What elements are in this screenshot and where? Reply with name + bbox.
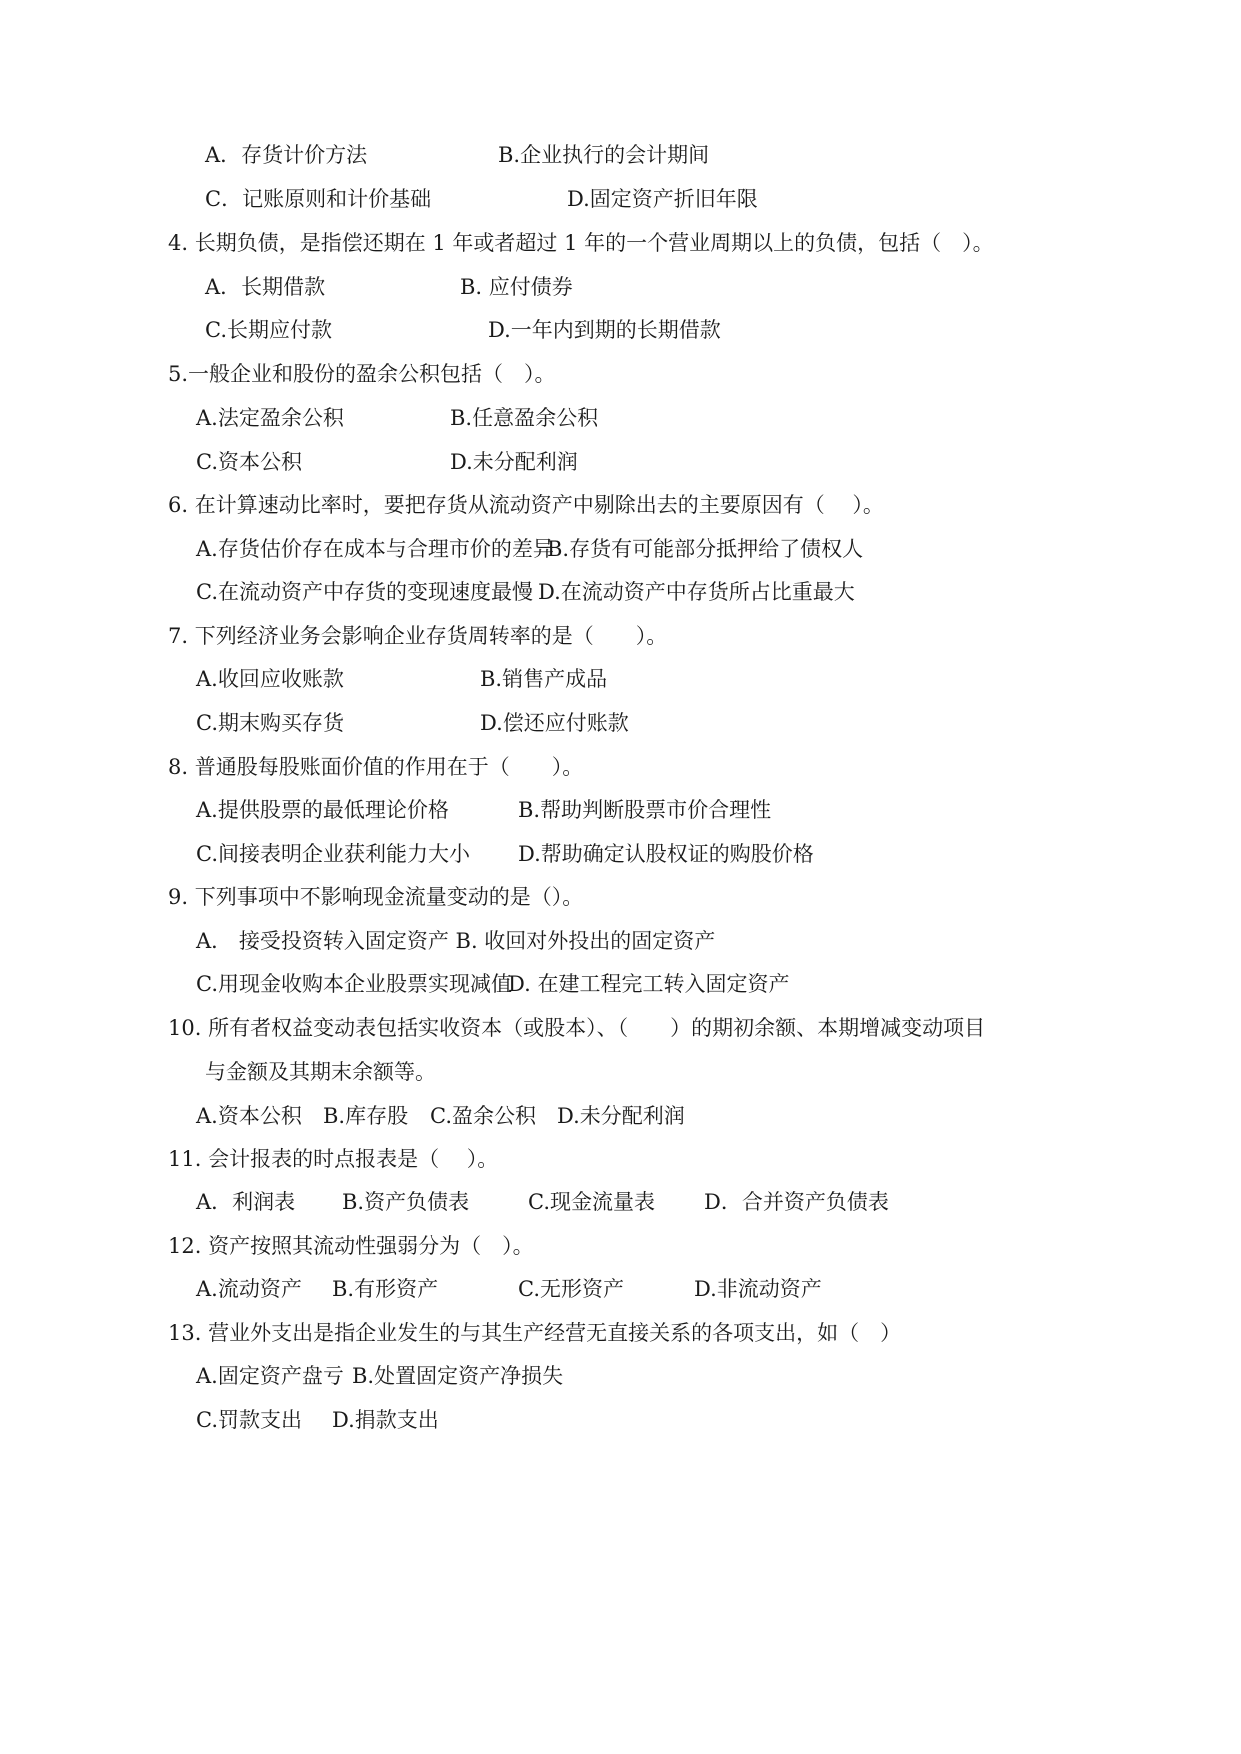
question-12	[0, 1230, 1241, 1262]
question-text: 13. 营业外支出是指企业发生的与其生产经营无直接关系的各项支出，如（ ）	[168, 1321, 902, 1345]
option-line	[0, 925, 1241, 957]
option-c: C.罚款支出	[196, 1408, 302, 1432]
option-b: B.企业执行的会计期间	[498, 143, 710, 167]
option-d: D.捐款支出	[332, 1408, 439, 1432]
question-text: 6. 在计算速动比率时，要把存货从流动资产中剔除出去的主要原因有（ ）。	[168, 493, 884, 517]
option-c: C．记账原则和计价基础	[205, 187, 432, 211]
option-line	[0, 314, 1241, 346]
option-line	[0, 1100, 1241, 1132]
option-c: C.盈余公积	[430, 1104, 536, 1128]
question-9	[0, 881, 1241, 913]
option-d: D.帮助确定认股权证的购股价格	[518, 842, 814, 866]
option-line	[0, 533, 1241, 565]
option-line	[0, 139, 1241, 171]
option-d: D.在流动资产中存货所占比重最大	[538, 580, 855, 604]
option-a: A.固定资产盘亏	[196, 1364, 344, 1388]
option-a: A.收回应收账款	[196, 667, 344, 691]
option-d: D.未分配利润	[450, 450, 578, 474]
option-line	[0, 1273, 1241, 1305]
option-b: B.处置固定资产净损失	[352, 1364, 564, 1388]
option-a: A.提供股票的最低理论价格	[196, 798, 449, 822]
option-line	[0, 271, 1241, 303]
option-d: D．合并资产负债表	[704, 1190, 889, 1214]
option-b: B.帮助判断股票市价合理性	[518, 798, 772, 822]
option-a-b: A． 接受投资转入固定资产 B. 收回对外投出的固定资产	[196, 929, 716, 953]
question-text: 5.一般企业和股份的盈余公积包括（ ）。	[168, 362, 556, 386]
option-c: C.现金流量表	[528, 1190, 655, 1214]
option-c: C.无形资产	[518, 1277, 624, 1301]
question-text: 4. 长期负债，是指偿还期在 1 年或者超过 1 年的一个营业周期以上的负债，包括（ ）。	[168, 231, 994, 255]
option-d: D.偿还应付账款	[480, 711, 629, 735]
option-d: D.一年内到期的长期借款	[488, 318, 721, 342]
option-b: B.任意盈余公积	[450, 406, 599, 430]
question-text: 与金额及其期末余额等。	[205, 1060, 436, 1084]
question-text: 7. 下列经济业务会影响企业存货周转率的是（ ）。	[168, 624, 668, 648]
option-line	[0, 1360, 1241, 1392]
question-5	[0, 358, 1241, 390]
option-a: A．长期借款	[205, 275, 326, 299]
option-d: D.未分配利润	[557, 1104, 685, 1128]
question-13	[0, 1317, 1241, 1349]
option-b: B. 应付债券	[460, 275, 573, 299]
option-b: B.资产负债表	[342, 1190, 470, 1214]
question-text: 12. 资产按照其流动性强弱分为（ ）。	[168, 1234, 534, 1258]
option-a: A.存货估价存在成本与合理市价的差异	[196, 537, 554, 561]
question-10-continuation	[0, 1056, 1241, 1088]
option-c: C.期末购买存货	[196, 711, 344, 735]
question-8	[0, 751, 1241, 783]
option-d: D.非流动资产	[694, 1277, 822, 1301]
question-10	[0, 1012, 1241, 1044]
question-text: 11. 会计报表的时点报表是（ ）。	[168, 1147, 499, 1171]
question-4	[0, 227, 1241, 259]
option-b: B.销售产成品	[480, 667, 608, 691]
option-line	[0, 446, 1241, 478]
option-c: C.用现金收购本企业股票实现减值	[196, 972, 512, 996]
option-line	[0, 707, 1241, 739]
option-line	[0, 183, 1241, 215]
option-line	[0, 1186, 1241, 1218]
question-text: 8. 普通股每股账面价值的作用在于（ ）。	[168, 755, 584, 779]
option-b: B.库存股	[323, 1104, 409, 1128]
question-7	[0, 620, 1241, 652]
option-a: A.法定盈余公积	[196, 406, 344, 430]
option-a: A.资本公积	[196, 1104, 302, 1128]
option-a: A．存货计价方法	[205, 143, 368, 167]
question-text: 9. 下列事项中不影响现金流量变动的是（）。	[168, 885, 584, 909]
option-b: B.存货有可能部分抵押给了债权人	[547, 537, 864, 561]
option-b: B.有形资产	[332, 1277, 439, 1301]
option-line	[0, 794, 1241, 826]
option-c: C.在流动资产中存货的变现速度最慢	[196, 580, 533, 604]
option-d: D. 在建工程完工转入固定资产	[508, 972, 790, 996]
option-line	[0, 576, 1241, 608]
option-a: A.流动资产	[196, 1277, 302, 1301]
option-a: A．利润表	[196, 1190, 296, 1214]
option-line	[0, 402, 1241, 434]
question-6	[0, 489, 1241, 521]
option-c: C.间接表明企业获利能力大小	[196, 842, 470, 866]
question-11	[0, 1143, 1241, 1175]
question-text: 10. 所有者权益变动表包括实收资本（或股本）、（ ）的期初余额、本期增减变动项目	[168, 1016, 986, 1040]
option-line	[0, 1404, 1241, 1436]
option-d: D.固定资产折旧年限	[567, 187, 758, 211]
option-line	[0, 968, 1241, 1000]
option-line	[0, 663, 1241, 695]
option-line	[0, 838, 1241, 870]
option-c: C.资本公积	[196, 450, 302, 474]
option-c: C.长期应付款	[205, 318, 332, 342]
